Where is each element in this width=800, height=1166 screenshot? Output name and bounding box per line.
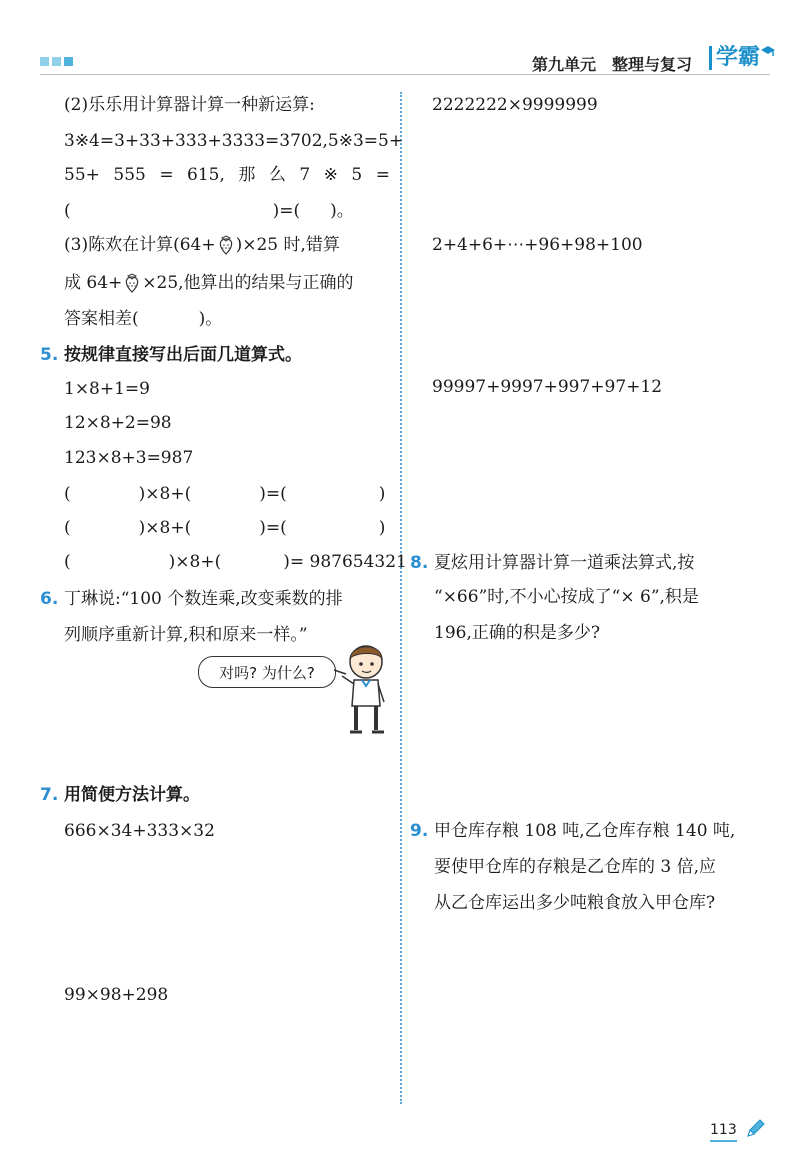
q5-answer-row-1: ( )×8+( )=( ) bbox=[64, 484, 386, 504]
q9-line1: 甲仓库存粮 108 吨,乙仓库存粮 140 吨, bbox=[434, 821, 736, 841]
strawberry-icon bbox=[216, 234, 236, 256]
graduation-cap-icon bbox=[760, 44, 776, 60]
q7-expr3: 2222222×9999999 bbox=[432, 95, 598, 115]
unit-title: 第九单元 整理与复习 bbox=[531, 55, 692, 74]
q8-line1: 夏炫用计算器计算一道乘法算式,按 bbox=[434, 553, 695, 573]
brand-logo: 学霸 bbox=[709, 46, 760, 70]
q5-eq1: 1×8+1=9 bbox=[64, 379, 150, 399]
q4-3-line3: 答案相差( )。 bbox=[64, 309, 223, 329]
q7-expr2: 99×98+298 bbox=[64, 985, 169, 1005]
q4-3-line2: 成 64+ ×25,他算出的结果与正确的 bbox=[64, 273, 354, 293]
q4-2-answer-line: ( )=( )。 bbox=[64, 201, 354, 221]
q5-answer-row-2: ( )×8+( )=( ) bbox=[64, 518, 386, 538]
q5-eq3: 123×8+3=987 bbox=[64, 448, 194, 468]
boy-illustration bbox=[332, 640, 396, 736]
q4-3-line1: (3)陈欢在计算(64+ )×25 时,错算 bbox=[64, 235, 340, 255]
q8-line2: “×66”时,不小心按成了“× 6”,积是 bbox=[434, 587, 699, 607]
q7-prompt: 用简便方法计算。 bbox=[64, 785, 200, 805]
q6-line2: 列顺序重新计算,积和原来一样。” bbox=[64, 625, 308, 645]
q9-line2: 要使甲仓库的存粮是乙仓库的 3 倍,应 bbox=[434, 857, 717, 877]
q9-line3: 从乙仓库运出多少吨粮食放入甲仓库? bbox=[434, 893, 716, 913]
q7-expr4: 2+4+6+⋯+96+98+100 bbox=[432, 235, 643, 255]
question-number-7: 7. bbox=[40, 785, 59, 805]
header-rule bbox=[40, 74, 770, 75]
question-number-5: 5. bbox=[40, 345, 59, 365]
q5-eq2: 12×8+2=98 bbox=[64, 413, 172, 433]
q4-2-line2: 3※4=3+33+333+3333=3702,5※3=5+ bbox=[64, 131, 404, 151]
speech-bubble: 对吗? 为什么? bbox=[198, 656, 336, 688]
q8-line3: 196,正确的积是多少? bbox=[434, 623, 600, 643]
q6-line1: 丁琳说:“100 个数连乘,改变乘数的排 bbox=[64, 589, 343, 609]
question-number-6: 6. bbox=[40, 589, 59, 609]
column-divider bbox=[400, 92, 402, 1104]
q4-2-line1: (2)乐乐用计算器计算一种新运算: bbox=[64, 95, 315, 115]
pencil-icon bbox=[744, 1118, 766, 1140]
q5-answer-row-3: ( )×8+( )= 987654321 bbox=[64, 552, 407, 572]
question-number-9: 9. bbox=[410, 821, 429, 841]
strawberry-icon bbox=[122, 272, 142, 294]
question-number-8: 8. bbox=[410, 553, 429, 573]
q5-prompt: 按规律直接写出后面几道算式。 bbox=[64, 345, 302, 365]
q7-expr1: 666×34+333×32 bbox=[64, 821, 215, 841]
q7-expr5: 99997+9997+997+97+12 bbox=[432, 377, 663, 397]
q4-2-line3: 55+ 555 = 615, 那 么 7 ※ 5 = bbox=[64, 165, 390, 185]
header-decoration bbox=[40, 57, 73, 66]
page-number: 113 bbox=[710, 1122, 737, 1142]
